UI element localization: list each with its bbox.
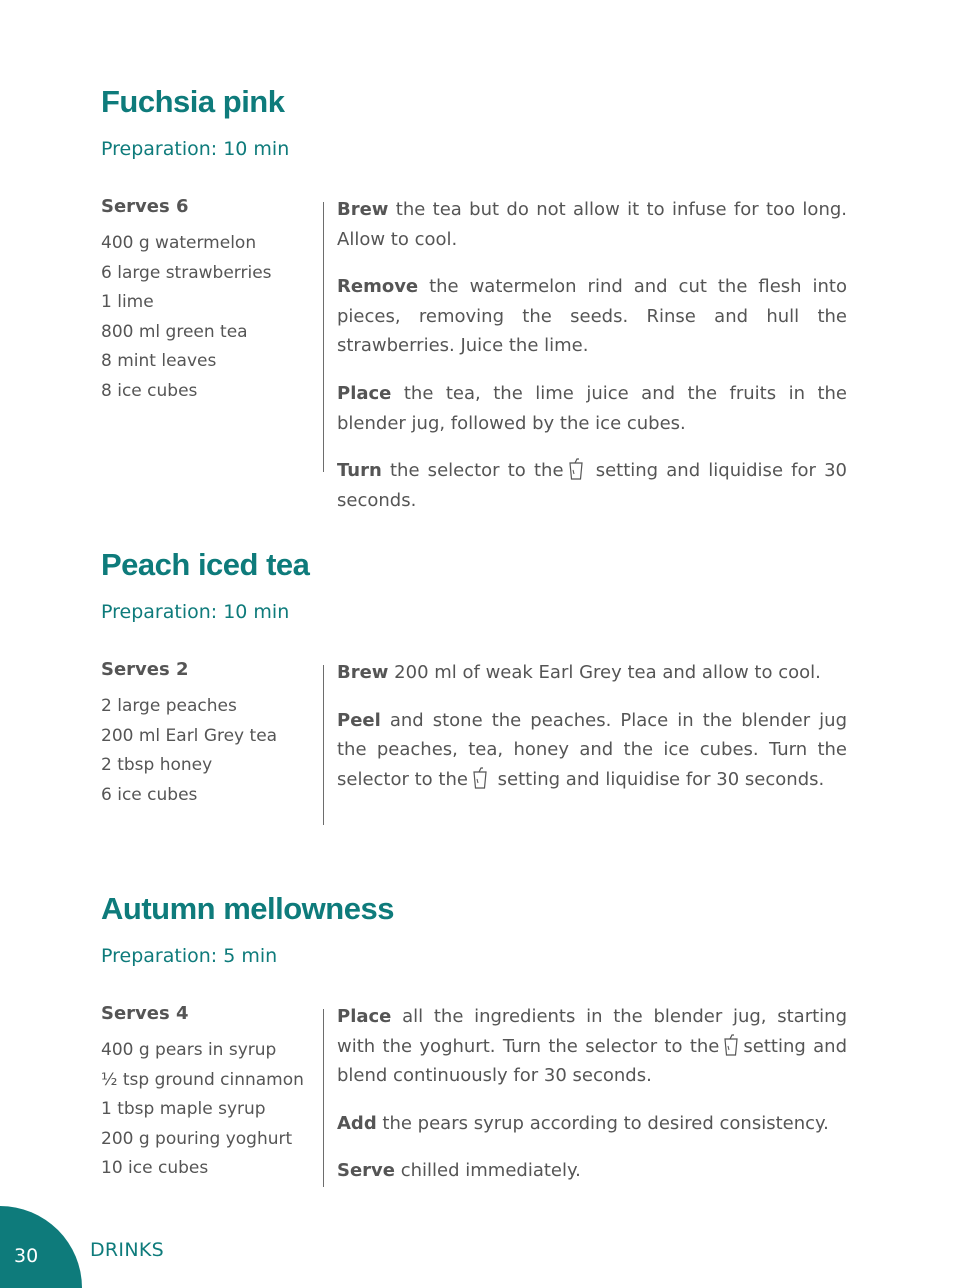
- ingredients-list: [101, 1002, 316, 1184]
- ingredient-item: 200 g pouring yoghurt: [101, 1128, 293, 1149]
- page-number-tab: [0, 1206, 82, 1288]
- method-step: Brew 200 ml of weak Earl Grey tea and allow to cool.: [337, 662, 821, 683]
- ingredient-item: 8 ice cubes: [101, 380, 198, 401]
- serves-label: Serves 2: [101, 659, 189, 680]
- ingredients-list: [101, 658, 316, 810]
- ingredient-item: 400 g watermelon: [101, 233, 257, 253]
- recipe-title: Peach iced tea: [101, 547, 310, 582]
- preparation-time: Preparation: 10 min: [101, 601, 290, 623]
- ingredient-item: 1 tbsp maple syrup: [101, 1099, 266, 1120]
- preparation-time: Preparation: 10 min: [101, 138, 290, 160]
- column-divider: [323, 1009, 324, 1187]
- ingredient-item: 6 large strawberries: [101, 262, 272, 283]
- method-step: Brew the tea but do not allow it to infuse for too long. Allow to cool.: [337, 199, 847, 250]
- method-step: Place the tea, the lime juice and the fruits in the blender jug, followed by the ice cubes.: [337, 382, 847, 434]
- method-step: Peel and stone the peaches. Place in the blender jug the peaches, tea, honey and the ice cubes. Turn the selector to the setting and liquidise for 30 seconds.: [337, 709, 847, 790]
- preparation-time: Preparation: 5 min: [101, 945, 278, 967]
- ingredient-item: 1 lime: [101, 292, 154, 313]
- ingredient-item: ½ tsp ground cinnamon: [101, 1069, 304, 1090]
- blender-jug-icon: [472, 767, 488, 789]
- ingredient-item: 10 ice cubes: [101, 1158, 209, 1179]
- method-step: Serve chilled immediately.: [337, 1160, 581, 1182]
- method-step: Turn the selector to the setting and liquidise for 30 seconds.: [337, 460, 847, 511]
- blender-jug-icon: [723, 1034, 739, 1056]
- recipe-title: Fuchsia pink: [101, 84, 285, 119]
- column-divider: [323, 202, 324, 472]
- method-step: Place all the ingredients in the blender jug, starting with the yoghurt. Turn the selector to the setting and blend continuously for 30 seconds.: [337, 1006, 847, 1087]
- method-steps: [337, 658, 847, 799]
- page-number: 30: [14, 1245, 39, 1267]
- ingredients-list: [101, 195, 316, 407]
- ingredient-item: 2 large peaches: [101, 696, 237, 716]
- ingredient-item: 8 mint leaves: [101, 351, 217, 372]
- method-steps: [337, 1002, 847, 1191]
- ingredient-item: 800 ml green tea: [101, 321, 248, 342]
- ingredient-item: 2 tbsp honey: [101, 755, 213, 776]
- recipe-title: Autumn mellowness: [101, 891, 394, 926]
- recipe-autumn-mellowness: [101, 891, 847, 1182]
- ingredient-item: 400 g pears in syrup: [101, 1040, 277, 1060]
- column-divider: [323, 665, 324, 825]
- method-step: Remove the watermelon rind and cut the flesh into pieces, removing the seeds. Rinse and hull the strawberries. Juice the lime.: [337, 276, 847, 357]
- recipe-peach-iced-tea: [101, 547, 847, 805]
- method-steps: [337, 195, 847, 520]
- method-step: Add the pears syrup according to desired consistency.: [337, 1112, 829, 1134]
- serves-label: Serves 6: [101, 196, 189, 217]
- ingredient-item: 6 ice cubes: [101, 784, 198, 805]
- blender-jug-icon: [568, 458, 584, 480]
- section-label: DRINKS: [90, 1239, 164, 1261]
- ingredient-item: 200 ml Earl Grey tea: [101, 725, 278, 746]
- serves-label: Serves 4: [101, 1003, 189, 1024]
- recipe-fuchsia-pink: [101, 84, 847, 511]
